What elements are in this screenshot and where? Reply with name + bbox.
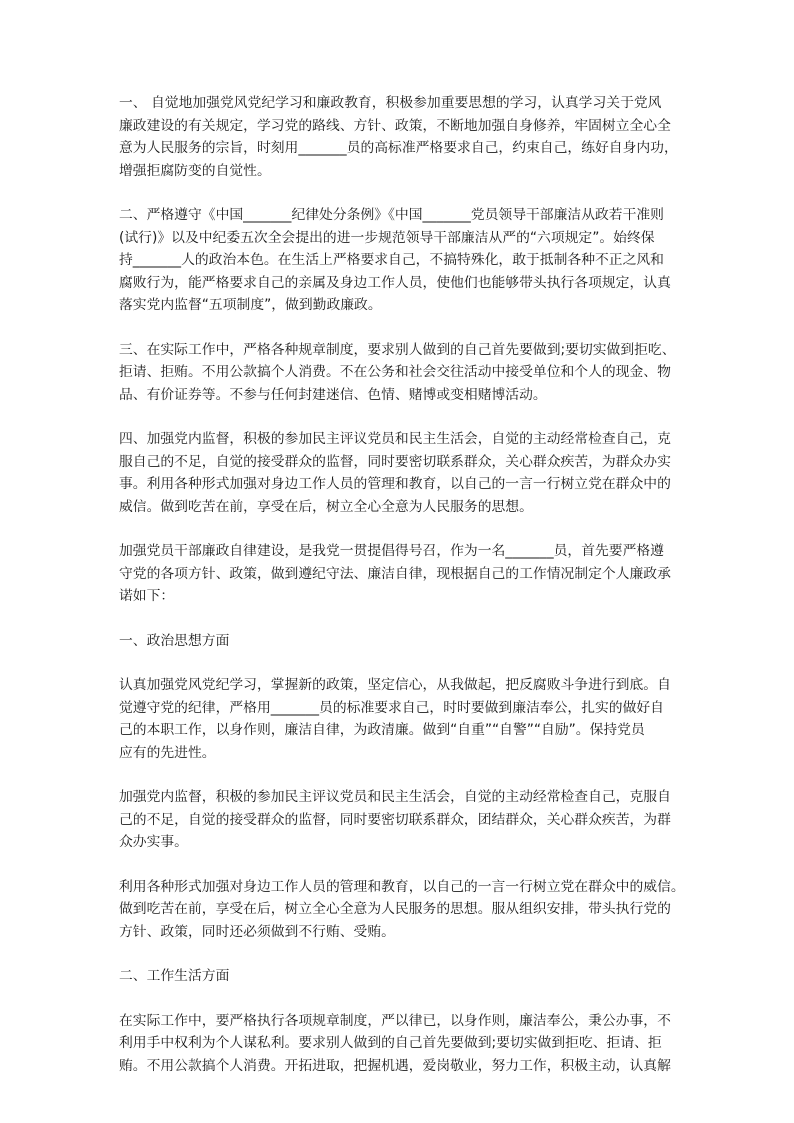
text-line: 落实党内监督“五项制度”，做到勤政廉政。: [119, 297, 382, 313]
text-line: (试行)》以及中纪委五次全会提出的进一步规范领导干部廉洁从严的“六项规定”。始终保: [119, 229, 655, 246]
text-line: 应有的先进性。: [119, 744, 216, 761]
text-line: 威信。做到吃苦在前，享受在后，树立全心全意为人民服务的思想。: [119, 498, 533, 515]
text-line: 持_______人的政治本色。在生活上严格要求自己，不搞特殊化，敢于抵制各种不正之风和: [119, 252, 664, 268]
paragraph-2: [119, 204, 677, 317]
text-line: 在实际工作中，要严格执行各项规章制度，严以律已，以身作则，廉洁奉公，秉公办事，不: [119, 1012, 671, 1029]
paragraph-5: [119, 540, 677, 608]
paragraph-4: [119, 428, 677, 518]
text-line: 加强党内监督，积极的参加民主评议党员和民主生活会，自觉的主动经常检查自己，克服自: [119, 789, 671, 805]
text-line: 二、严格遵守《中国_______纪律处分条例》《中国_______党员领导干部廉洁从政若干准则: [119, 207, 664, 223]
text-line: 加强党员干部廉政自律建设，是我党一贯提倡得号召，作为一名_______员，首先要严格遵: [119, 543, 664, 559]
paragraph-7: [119, 674, 677, 764]
section-heading-work-life: [119, 965, 677, 988]
text-line: 拒请、拒贿。不用公款搞个人消费。不在公务和社会交往活动中接受单位和个人的现金、物: [119, 364, 671, 380]
text-line: 认真加强党风党纪学习，掌握新的政策，坚定信心，从我做起，把反腐败斗争进行到底。自: [119, 677, 671, 693]
document-page: [119, 92, 685, 1077]
text-line: 诺如下：: [119, 588, 175, 604]
text-line: 众办实事。: [119, 834, 188, 850]
section-heading-political: [119, 630, 677, 653]
text-line: 四、加强党内监督，积极的参加民主评议党员和民主生活会，自觉的主动经常检查自己，克: [119, 431, 671, 447]
text-line: 利用各种形式加强对身边工作人员的管理和教育，以自己的一言一行树立党在群众中的威信。: [119, 878, 685, 895]
paragraph-11: [119, 1010, 677, 1078]
text-line: 一、 自觉地加强党风党纪学习和廉政教育，积极参加重要思想的学习，认真学习关于党风: [119, 95, 662, 111]
text-line: 贿。不用公款搞个人消费。开拓进取，把握机遇，爱岗敬业，努力工作，积极主动，认真解: [119, 1057, 671, 1074]
paragraph-9: [119, 876, 685, 944]
text-line: 腐败行为，能严格要求自己的亲属及身边工作人员，使他们也能够带头执行各项规定，认真: [119, 274, 671, 291]
paragraph-3: [119, 339, 677, 407]
text-line: 守党的各项方针、政策，做到遵纪守法、廉洁自律，现根据自己的工作情况制定个人廉政承: [119, 565, 671, 582]
paragraph-8: [119, 786, 677, 854]
text-line: 廉政建设的有关规定，学习党的路线、方针、政策，不断地加强自身修养，牢固树立全心全: [119, 117, 671, 134]
text-line: 意为人民服务的宗旨，时刻用_______员的高标准严格要求自己，约束自己，练好自身内功，: [119, 140, 678, 156]
text-line: 事。利用各种形式加强对身边工作人员的管理和教育，以自己的一言一行树立党在群众中的: [119, 476, 671, 492]
text-line: 二、工作生活方面: [119, 968, 230, 984]
text-line: 利用手中权利为个人谋私利。要求别人做到的自己首先要做到;要切实做到拒吃、拒请、拒: [119, 1035, 662, 1051]
text-line: 己的不足，自觉的接受群众的监督，同时要密切联系群众，团结群众，关心群众疾苦，为群: [119, 811, 671, 828]
text-line: 一、政治思想方面: [119, 632, 230, 649]
text-line: 服自己的不足，自觉的接受群众的监督，同时要密切联系群众，关心群众疾苦，为群众办实: [119, 453, 671, 470]
paragraph-1: [119, 92, 677, 182]
text-line: 己的本职工作，以身作则，廉洁自律，为政清廉。做到“自重”“自警”“自励”。保持党员: [119, 722, 645, 738]
text-line: 三、在实际工作中，严格各种规章制度，要求别人做到的自己首先要做到;要切实做到拒吃、: [119, 341, 676, 358]
text-line: 做到吃苦在前，享受在后，树立全心全意为人民服务的思想。服从组织安排，带头执行党的: [119, 901, 671, 917]
text-line: 增强拒腐防变的自觉性。: [119, 162, 271, 179]
text-line: 品、有价证券等。不参与任何封建迷信、色情、赌博或变相赌博活动。: [119, 386, 547, 403]
text-line: 觉遵守党的纪律，严格用_______员的标准要求自己，时时要做到廉洁奉公，扎实的做好自: [119, 699, 664, 716]
text-line: 方针、政策，同时还必须做到不行贿、受贿。: [119, 923, 395, 940]
